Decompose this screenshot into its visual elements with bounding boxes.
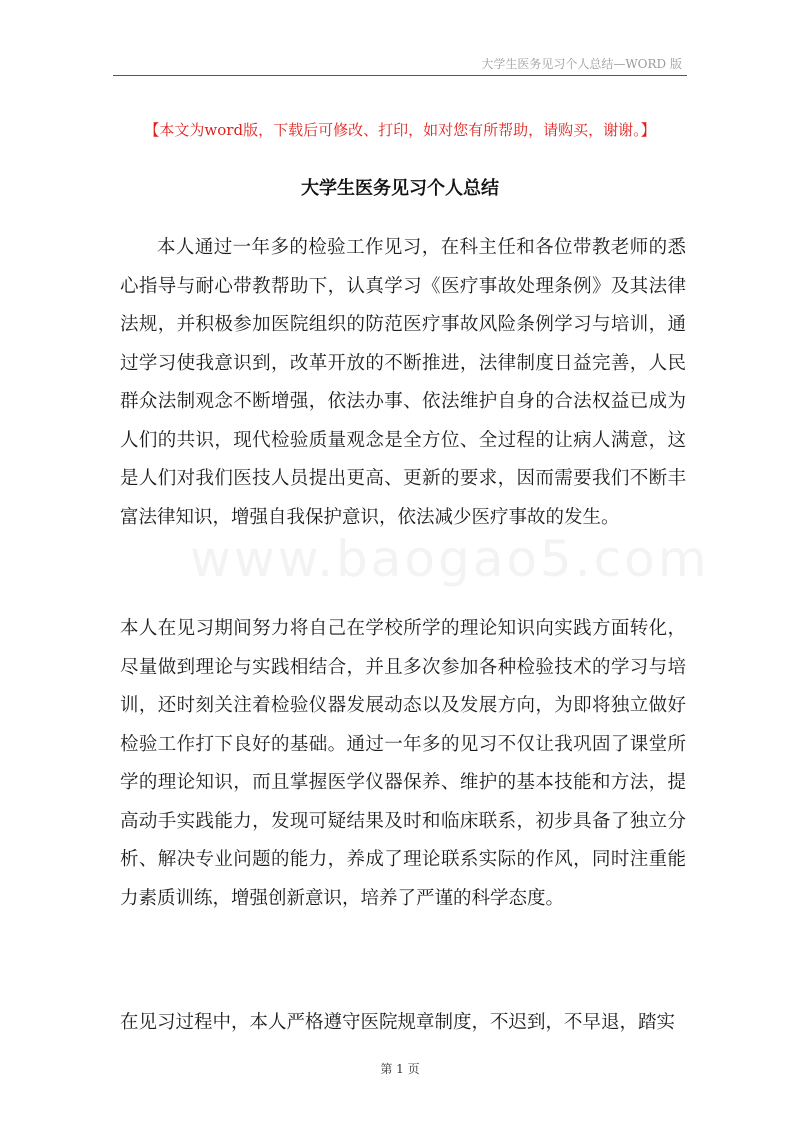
watermark: www.baogao5.com [190, 530, 710, 588]
download-notice: 【本文为word版，下载后可修改、打印，如对您有所帮助，请购买，谢谢。】 [144, 121, 656, 139]
running-header: 大学生医务见习个人总结—WORD 版 [481, 57, 682, 71]
document-title: 大学生医务见习个人总结 [301, 178, 499, 199]
paragraph-1: 本人通过一年多的检验工作见习，在科主任和各位带教老师的悉心指导与耐心带教帮助下，认真学习《医疗事故处理条例》及其法律法规，并积极参加医院组织的防范医疗事故风险条例学习与培训，通过学习使我意识到，改革开放的不断推进，法律制度日益完善，人民群众法制观念不断增强，依法办事、依法维护自身的合法权益已成为人们的共识，现代检验质量观念是全方位、全过程的让病人满意，这是人们对我们医技人员提出更高、更新的要求，因而需要我们不断丰富法律知识，增强自我保护意识，依法减少医疗事故的发生。 [120, 237, 686, 528]
paragraph-3: 在见习过程中，本人严格遵守医院规章制度，不迟到，不早退，踏实 [120, 1012, 676, 1033]
page-number: 第 1 页 [380, 1062, 420, 1076]
header-divider [113, 75, 687, 76]
paragraph-2: 本人在见习期间努力将自己在学校所学的理论知识向实践方面转化，尽量做到理论与实践相结合，并且多次参加各种检验技术的学习与培训，还时刻关注着检验仪器发展动态以及发展方向，为即将独立做好检验工作打下良好的基础。通过一年多的见习不仅让我巩固了课堂所学的理论知识，而且掌握医学仪器保养、维护的基本技能和方法，提高动手实践能力，发现可疑结果及时和临床联系，初步具备了独立分析、解决专业问题的能力，养成了理论联系实际的作风，同时注重能力素质训练，增强创新意识，培养了严谨的科学态度。 [120, 618, 686, 909]
